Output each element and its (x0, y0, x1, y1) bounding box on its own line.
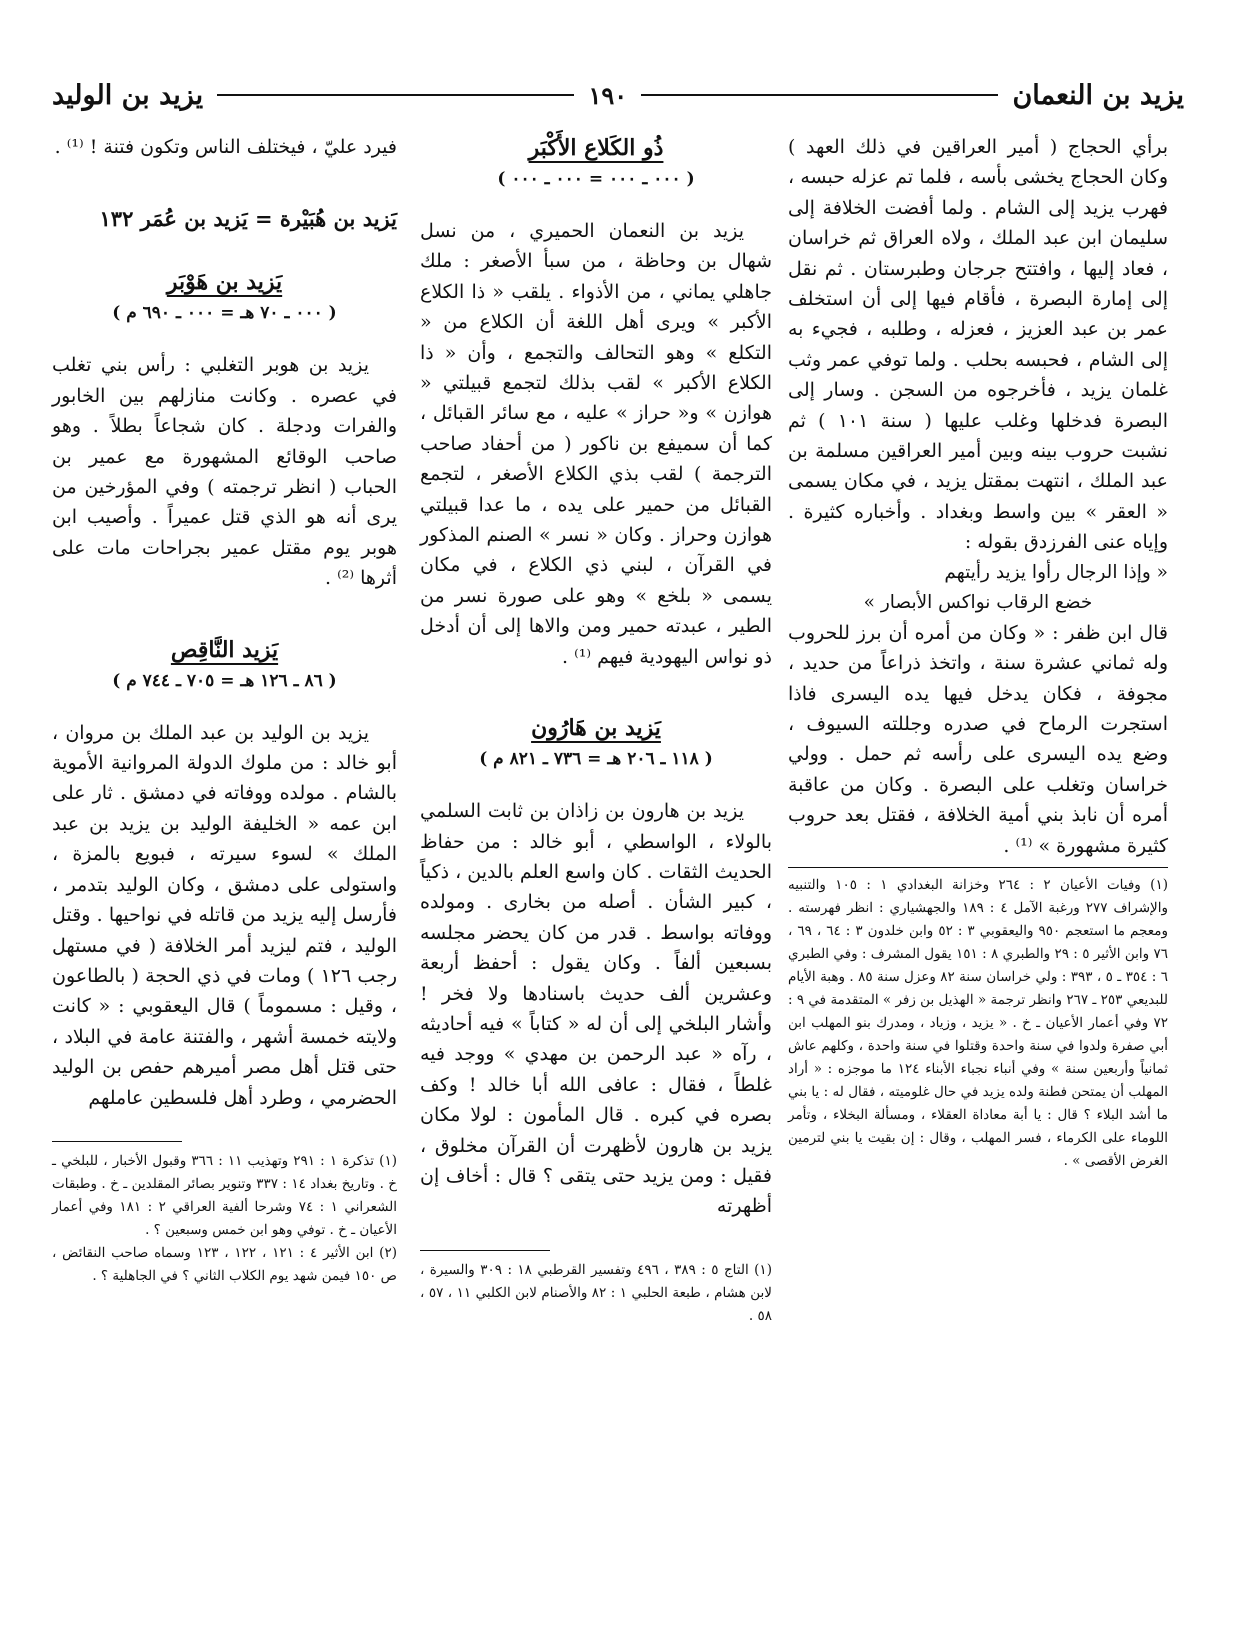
header-rule-right (641, 94, 998, 96)
right-footnote: (١) وفيات الأعيان ٢ : ٢٦٤ وخزانة البغدادي ١ : ١٠٥ والتنبيه والإشراف ٢٧٧ ورغبة الآمل ٤ : ١٨٩ والجهشياري : انظر فهرسته . ومعجم ما استعجم ٩٥٠ واليعقوبي ٣ : ٥٢ وابن خلدون ٣ : ٦٤ ، ٦٩ ، ٧٦ وابن الأثير ٥ : ٢٩ والطبري ٨ : ١٥١ يقول المشرف : وفي الطبري ٦ : ٣٥٤ ـ ٥ ، ٣٩٣ : ولي خراسان سنة ٨٢ وعزل سنة ٨٥ . وهبة الأيام للبديعي ٢٥٣ ـ ٢٦٧ وانظر ترجمة « الهذيل بن زفر » المتقدمة في ٩ : ٧٢ وفي أعمار الأعيان ـ خ . « يزيد ، وزياد ، ومدرك بنو المهلب ابن أبي صفرة ولدوا في سنة واحدة وقتلوا في سنة واحدة ، وكلهم عاش ثمانياً وأربعين سنة » وفي أنباء نجباء الأبناء ١٢٤ ما موجزه : « أراد المهلب أن يمتحن فطنة ولده يزيد في حال غلوميته ، فقال له : يا بني ما أشد البلاء ؟ قال : يا أبة معاداة العقلاء ، ومسألة البخلاء ، وتأمر اللوماء على الكرماء ، فسر المهلب ، وقال : إن بقيت يا بني لترمين الغرض الأقصى » . (788, 876, 1168, 1169)
page-number: ١٩٠ (588, 80, 628, 110)
header-rule-left (217, 94, 574, 96)
entry-text-dhu-alkala: يزيد بن النعمان الحميري ، من نسل شهال بن وحاظة ، من سبأ الأصغر : ملك جاهلي يماني ، من الأذواء . يلقب « ذا الكلاع الأكبر » ويرى أهل اللغة أن الكلاع من « التكلع » وهو التحالف والتجمع ، وأن « ذا الكلاع الأكبر » لقب بذلك لتجمع قبيلتي « هوازن » و« حراز » عليه ، مع سائر القبائل ، كما أن سميفع بن ناكور ( من أحفاد صاحب الترجمة ) لقب بذي الكلاع الأصغر ، لتجمع القبائل من حمير على يده ، ما عدا قبيلتي هوازن وحراز . وكان « نسر » الصنم المذكور في القرآن ، لبني ذي الكلاع ، في مكان يسمى « بلخع » وهو على صورة نسر من الطير ، عبدته حمير ومن والاها إلى أن أدخل ذو نواس اليهودية فيهم ⁽¹⁾ . (420, 220, 772, 668)
middle-column (420, 132, 772, 1328)
verse-line-1: « وإذا الرجال رأوا يزيد رأيتهم (944, 561, 1168, 583)
left-column (52, 132, 397, 1288)
footnote-divider (420, 1250, 550, 1251)
header-right-title: يزيد بن النعمان (1012, 79, 1184, 111)
cross-reference: يَزيد بن هُبَيْرة = يَزيد بن عُمَر ١٣٢ (99, 206, 397, 232)
entry-title-yazid-ibn-hawbar: يَزيد بن هَوْبَر (166, 269, 283, 296)
entry-text-yazid-ibn-hawbar: يزيد بن هوبر التغلبي : رأس بني تغلب في عصره . وكانت منازلهم بين الخابور والفرات ودجلة . كان شجاعاً بطلاً . وهو صاحب الوقائع المشهورة مع عمير بن الحباب ( انظر ترجمته ) وفي المؤرخين من يرى أنه هو الذي قتل عميراً . وأصيب ابن هوبر يوم مقتل عمير بجراحات مات على أثرها ⁽²⁾ . (52, 354, 397, 590)
footnote-divider (788, 867, 1168, 868)
entry-dates-yazid-al-naqis: ( ٨٦ ـ ١٢٦ هـ = ٧٠٥ ـ ٧٤٤ م ) (112, 670, 337, 691)
running-head (52, 72, 1184, 118)
entry-title-yazid-ibn-harun: يَزيد بن هَارُون (531, 715, 661, 742)
footnote-divider (52, 1141, 182, 1142)
entry-title-yazid-al-naqis: يَزيد النَّاقِص (170, 636, 279, 663)
middle-footnote: (١) التاج ٥ : ٣٨٩ ، ٤٩٦ وتفسير القرطبي ١٨ : ٣٠٩ والسيرة ، لابن هشام ، طبعة الحلبي ١ : ٨٢ والأصنام لابن الكلبي ١١ ، ٥٧ ، ٥٨ . (420, 1261, 772, 1324)
left-footnote-1: (١) تذكرة ١ : ٢٩١ وتهذيب ١١ : ٣٦٦ وقبول الأخبار ، للبلخي ـ خ . وتاريخ بغداد ١٤ : ٣٣٧ وتنوير بصائر المقلدين ـ خ . وطبقات الشعراني ١ : ٧٤ وشرحا ألفية العراقي ٢ : ١٨١ وفي أعمار الأعيان ـ خ . توفي وهو ابن خمس وسبعين ؟ . (52, 1152, 398, 1238)
right-paragraph-2: قال ابن ظفر : « وكان من أمره أن برز للحروب وله ثماني عشرة سنة ، واتخذ ذراعاً من حديد ، مجوفة ، فكان يدخل فيها يده اليسرى فاذا استجرت الرماح في صدره وجللته السيوف ، وضع يده اليسرى على رأسه ثم حمل . وولي خراسان وتغلب على البصرة . وكان من عاقبة أمره أن نابذ بني أمية الخلافة ، فقتل بعد حروب كثيرة مشهورة » ⁽¹⁾ . (788, 621, 1168, 857)
entry-dates-yazid-ibn-hawbar: ( ٠٠٠ ـ ٧٠ هـ = ٠٠٠ ـ ٦٩٠ م ) (112, 303, 337, 324)
entry-dates-yazid-ibn-harun: ( ١١٨ ـ ٢٠٦ هـ = ٧٣٦ ـ ٨٢١ م ) (479, 749, 713, 770)
continuation-text: فيرد عليّ ، فيختلف الناس وتكون فتنة ! ⁽¹⁾ . (54, 136, 397, 158)
header-left-title: يزيد بن الوليد (51, 79, 204, 111)
entry-dates-dhu-alkala: ( ٠٠٠ ـ ٠٠٠ = ٠٠٠ ـ ٠٠٠ ) (497, 169, 695, 189)
right-paragraph: برأي الحجاج ( أمير العراقين في ذلك العهد ) وكان الحجاج يخشى بأسه ، فلما تم عزله حبسه ، فهرب يزيد إلى الشام . ولما أفضت الخلافة إلى سليمان ابن عبد الملك ، ولاه العراق ثم خراسان ، فعاد إليها ، وافتتح جرجان وطبرستان . ثم نقل إلى إمارة البصرة ، فأقام فيها إلى أن استخلف عمر بن عبد العزيز ، فعزله ، وطلبه ، فجيء به إلى الشام ، فحبسه بحلب . ولما توفي عمر وثب غلمان يزيد ، فأخرجوه من السجن . وسار إلى البصرة فدخلها وغلب عليها ( سنة ١٠١ ) ثم نشبت حروب بينه وبين أمير العراقين مسلمة بن عبد الملك ، انتهت بمقتل يزيد ، في مكان يسمى « العقر » بين واسط وبغداد . وأخباره كثيرة . وإياه عنى الفرزدق بقوله : (788, 136, 1168, 554)
entry-text-yazid-ibn-harun: يزيد بن هارون بن زاذان بن ثابت السلمي بالولاء ، الواسطي ، أبو خالد : من حفاظ الحديث الثقات . كان واسع العلم بالدين ، ذكياً ، كبير الشأن . أصله من بخارى . ومولده ووفاته بواسط . قدر من كان يحضر مجلسه بسبعين ألفاً . وكان يقول : أحفظ أربعة وعشرين ألف حديث باسنادها ولا فخر ! وأشار البلخي إلى أن له « كتاباً » فيه أحاديثه ، رآه « عبد الرحمن بن مهدي » ووجد فيه غلطاً ، فقال : عافى الله أبا خالد ! وكف بصره في كبره . قال المأمون : لولا مكان يزيد بن هارون لأظهرت أن القرآن مخلوق ، فقيل : ومن يزيد حتى يتقى ؟ قال : أخاف إن أظهرته (420, 800, 772, 1218)
entry-title-dhu-alkala: ذُو الكَلاع الأَكْبَر (528, 135, 664, 161)
right-column (788, 132, 1168, 1173)
verse-line-2: خضع الرقاب نواكس الأبصار » (863, 591, 1093, 613)
entry-text-yazid-al-naqis: يزيد بن الوليد بن عبد الملك بن مروان ، أبو خالد : من ملوك الدولة المروانية الأموية بالشام . مولده ووفاته في دمشق . ثار على ابن عمه « الخليفة الوليد بن يزيد بن عبد الملك » لسوء سيرته ، فبويع بالمزة ، واستولى على دمشق ، وكان الوليد بتدمر ، فأرسل إليه يزيد من قاتله في نواحيها . وقتل الوليد ، فتم ليزيد أمر الخلافة ( في مستهل رجب ١٢٦ ) ومات في ذي الحجة ( بالطاعون ، وقيل : مسموماً ) قال اليعقوبي : « كانت ولايته خمسة أشهر ، والفتنة عامة في البلاد ، حتى قتل أهل مصر أميرهم حفص بن الوليد الحضرمي ، وطرد أهل فلسطين عاملهم (52, 721, 397, 1109)
left-footnote-2: (٢) ابن الأثير ٤ : ١٢١ ، ١٢٢ ، ١٢٣ وسماه صاحب النقائض ، ص ١٥٠ فيمن شهد يوم الكلاب الثاني ؟ في الجاهلية ؟ . (52, 1244, 397, 1284)
